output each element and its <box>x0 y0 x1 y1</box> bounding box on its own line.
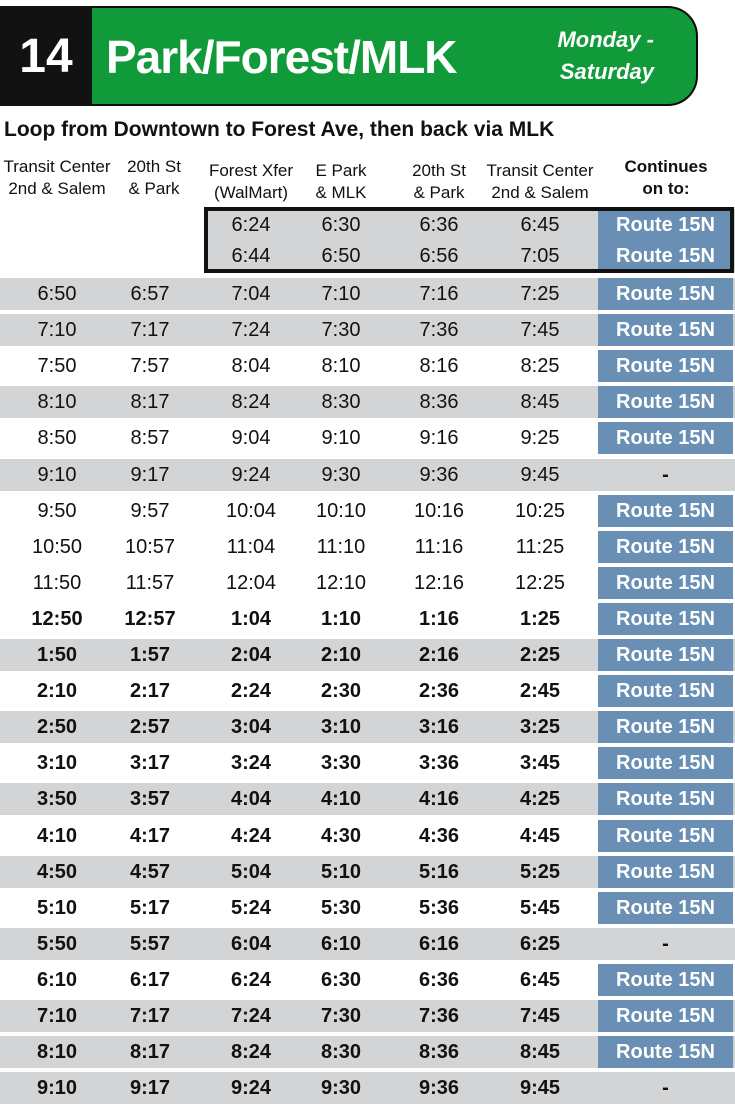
continues-route: Route 15N <box>598 639 733 671</box>
departure-time: 6:30 <box>321 214 361 236</box>
schedule-row <box>0 1072 735 1104</box>
departure-time: 11:57 <box>125 572 175 594</box>
departure-time: 2:25 <box>519 644 561 666</box>
departure-time: 9:45 <box>519 1077 561 1099</box>
departure-time: 3:10 <box>320 716 362 738</box>
schedule-row <box>0 603 735 635</box>
departure-time: 8:45 <box>520 391 560 413</box>
column-header-line: Forest Xfer <box>208 161 294 180</box>
departure-time: 7:45 <box>520 319 560 341</box>
departure-time: 4:04 <box>230 788 272 810</box>
departure-time: 11:10 <box>316 536 366 558</box>
schedule-row <box>0 1036 735 1068</box>
continues-route: Route 15N <box>598 278 733 310</box>
departure-time: 4:25 <box>519 788 561 810</box>
departure-time: 1:04 <box>230 608 272 630</box>
departure-time: 8:24 <box>231 391 271 413</box>
departure-time: 9:25 <box>520 427 560 449</box>
departure-time: 6:44 <box>231 245 271 267</box>
departure-time: 7:10 <box>37 319 77 341</box>
departure-time: 4:57 <box>129 861 171 883</box>
departure-time: 9:04 <box>231 427 271 449</box>
schedule-row <box>0 711 735 743</box>
column-header-line: 20th St <box>412 161 466 180</box>
departure-time: 11:25 <box>515 536 565 558</box>
departure-time: 9:10 <box>37 464 77 486</box>
route-description: Loop from Downtown to Forest Ave, then back via MLK <box>4 118 555 141</box>
departure-time: 11:16 <box>414 536 464 558</box>
column-header-line: Transit Center <box>3 157 111 176</box>
departure-time: 2:04 <box>230 644 272 666</box>
column-header-line: Transit Center <box>486 161 594 180</box>
departure-time: 7:30 <box>320 1005 362 1027</box>
departure-time: 4:50 <box>36 861 78 883</box>
departure-time: 4:30 <box>320 825 362 847</box>
departure-time: 3:25 <box>519 716 561 738</box>
departure-time: 12:57 <box>124 608 176 630</box>
schedule-row <box>0 747 735 779</box>
departure-time: 2:10 <box>36 680 78 702</box>
continues-route: Route 15N <box>598 531 733 563</box>
departure-time: 6:10 <box>36 969 78 991</box>
continues-route: - <box>662 464 669 486</box>
departure-time: 5:50 <box>36 933 78 955</box>
continues-route: Route 15N <box>598 350 733 382</box>
departure-time: 12:25 <box>514 572 566 594</box>
departure-time: 6:50 <box>321 245 361 267</box>
column-header-line: 20th St <box>127 157 181 176</box>
departure-time: 7:36 <box>418 1005 460 1027</box>
schedule-row <box>0 422 735 454</box>
departure-time: 1:50 <box>36 644 78 666</box>
departure-time: 9:16 <box>419 427 459 449</box>
continues-route: Route 15N <box>598 856 733 888</box>
schedule-row <box>0 531 735 563</box>
departure-time: 5:10 <box>36 897 78 919</box>
departure-time: 6:16 <box>418 933 460 955</box>
departure-time: 10:10 <box>315 500 367 522</box>
departure-time: 2:50 <box>36 716 78 738</box>
departure-time: 8:24 <box>230 1041 272 1063</box>
departure-time: 8:10 <box>36 1041 78 1063</box>
departure-time: 6:56 <box>419 245 459 267</box>
departure-time: 10:16 <box>413 500 465 522</box>
schedule-row <box>0 567 735 599</box>
continues-route: Route 15N <box>598 209 733 241</box>
schedule-row <box>204 240 735 272</box>
departure-time: 11:50 <box>32 572 82 594</box>
departure-time: 6:10 <box>320 933 362 955</box>
departure-time: 9:50 <box>37 500 77 522</box>
departure-time: 2:17 <box>129 680 171 702</box>
schedule-row <box>0 675 735 707</box>
schedule-row <box>0 928 735 960</box>
departure-time: 3:04 <box>230 716 272 738</box>
route-number: 14 <box>0 6 92 106</box>
continues-route: Route 15N <box>598 422 733 454</box>
continues-route: Route 15N <box>598 1036 733 1068</box>
departure-time: 9:30 <box>320 1077 362 1099</box>
departure-time: 5:45 <box>519 897 561 919</box>
departure-time: 7:36 <box>419 319 459 341</box>
departure-time: 5:17 <box>129 897 171 919</box>
departure-time: 7:50 <box>37 355 77 377</box>
column-header-line: E Park <box>315 161 367 180</box>
departure-time: 8:25 <box>520 355 560 377</box>
departure-time: 8:16 <box>419 355 459 377</box>
continues-route: Route 15N <box>598 783 733 815</box>
departure-time: 3:57 <box>129 788 171 810</box>
departure-time: 2:57 <box>129 716 171 738</box>
departure-time: 5:16 <box>418 861 460 883</box>
schedule-row <box>0 820 735 852</box>
departure-time: 11:04 <box>226 536 276 558</box>
schedule-row <box>0 350 735 382</box>
column-header-line: (WalMart) <box>214 183 288 202</box>
continues-route: Route 15N <box>598 820 733 852</box>
departure-time: 2:10 <box>320 644 362 666</box>
column-header-line: Continues <box>624 157 708 176</box>
service-days <box>557 24 654 88</box>
departure-time: 12:16 <box>413 572 465 594</box>
departure-time: 9:57 <box>130 500 170 522</box>
departure-time: 5:04 <box>230 861 272 883</box>
departure-time: 7:45 <box>519 1005 561 1027</box>
departure-time: 8:10 <box>37 391 77 413</box>
departure-time: 5:30 <box>320 897 362 919</box>
departure-time: 2:30 <box>320 680 362 702</box>
departure-time: 9:36 <box>419 464 459 486</box>
continues-route: Route 15N <box>598 603 733 635</box>
column-header-5 <box>478 160 602 204</box>
departure-time: 1:16 <box>418 608 460 630</box>
continues-route: Route 15N <box>598 240 733 272</box>
schedule-row <box>0 278 735 310</box>
departure-time: 9:24 <box>231 464 271 486</box>
departure-time: 7:30 <box>321 319 361 341</box>
departure-time: 3:30 <box>320 752 362 774</box>
departure-time: 9:17 <box>129 1077 171 1099</box>
departure-time: 6:50 <box>37 283 77 305</box>
schedule-row <box>0 314 735 346</box>
continues-route: Route 15N <box>598 495 733 527</box>
departure-time: 8:04 <box>231 355 271 377</box>
continues-route: Route 15N <box>598 964 733 996</box>
schedule-row <box>0 964 735 996</box>
continues-route: Route 15N <box>598 675 733 707</box>
departure-time: 6:24 <box>231 214 271 236</box>
column-header-line: 2nd & Salem <box>491 183 589 202</box>
departure-time: 4:16 <box>418 788 460 810</box>
departure-time: 7:16 <box>419 283 459 305</box>
departure-time: 2:45 <box>519 680 561 702</box>
departure-time: 3:16 <box>418 716 460 738</box>
route-header <box>0 0 700 108</box>
departure-time: 2:36 <box>418 680 460 702</box>
departure-time: 6:25 <box>519 933 561 955</box>
schedule-row <box>0 856 735 888</box>
departure-time: 6:17 <box>129 969 171 991</box>
service-days-line1: Monday - <box>557 27 654 52</box>
departure-time: 1:10 <box>320 608 362 630</box>
departure-time: 10:57 <box>124 536 176 558</box>
route-name: Park/Forest/MLK <box>106 31 457 83</box>
departure-time: 8:45 <box>519 1041 561 1063</box>
departure-time: 5:10 <box>320 861 362 883</box>
departure-time: 5:25 <box>519 861 561 883</box>
departure-time: 9:10 <box>321 427 361 449</box>
route-banner <box>92 6 698 106</box>
departure-time: 6:30 <box>320 969 362 991</box>
departure-time: 9:24 <box>230 1077 272 1099</box>
departure-time: 3:45 <box>519 752 561 774</box>
departure-time: 10:04 <box>225 500 277 522</box>
departure-time: 7:04 <box>231 283 271 305</box>
departure-time: 12:10 <box>315 572 367 594</box>
departure-time: 10:25 <box>514 500 566 522</box>
departure-time: 12:04 <box>225 572 277 594</box>
schedule-row <box>0 1000 735 1032</box>
continues-route: Route 15N <box>598 892 733 924</box>
departure-time: 9:45 <box>520 464 560 486</box>
departure-time: 12:50 <box>31 608 83 630</box>
schedule-row <box>0 495 735 527</box>
departure-time: 1:57 <box>129 644 171 666</box>
departure-time: 6:45 <box>519 969 561 991</box>
departure-time: 7:10 <box>36 1005 78 1027</box>
departure-time: 3:10 <box>36 752 78 774</box>
column-header-6 <box>604 156 728 200</box>
column-header-line: on to: <box>642 179 690 198</box>
departure-time: 8:50 <box>37 427 77 449</box>
continues-route: Route 15N <box>598 567 733 599</box>
departure-time: 4:45 <box>519 825 561 847</box>
continues-route: Route 15N <box>598 386 733 418</box>
departure-time: 5:57 <box>129 933 171 955</box>
column-header-line: & Park <box>413 183 465 202</box>
departure-time: 8:10 <box>321 355 361 377</box>
departure-time: 3:36 <box>418 752 460 774</box>
departure-time: 7:24 <box>231 319 271 341</box>
continues-route: - <box>662 1077 669 1099</box>
departure-time: 4:24 <box>230 825 272 847</box>
continues-route: Route 15N <box>598 1000 733 1032</box>
schedule-row <box>0 386 735 418</box>
departure-time: 2:16 <box>418 644 460 666</box>
departure-time: 7:17 <box>130 319 170 341</box>
departure-time: 7:17 <box>129 1005 171 1027</box>
departure-time: 1:25 <box>519 608 561 630</box>
departure-time: 6:57 <box>130 283 170 305</box>
departure-time: 6:04 <box>230 933 272 955</box>
departure-time: 7:24 <box>230 1005 272 1027</box>
departure-time: 3:24 <box>230 752 272 774</box>
schedule-row <box>204 209 735 241</box>
schedule-row <box>0 783 735 815</box>
departure-time: 8:36 <box>418 1041 460 1063</box>
departure-time: 4:17 <box>129 825 171 847</box>
schedule-row <box>0 639 735 671</box>
departure-time: 8:30 <box>320 1041 362 1063</box>
departure-time: 8:17 <box>129 1041 171 1063</box>
departure-time: 5:36 <box>418 897 460 919</box>
departure-time: 2:24 <box>230 680 272 702</box>
departure-time: 8:57 <box>130 427 170 449</box>
departure-time: 8:30 <box>321 391 361 413</box>
departure-time: 6:45 <box>520 214 560 236</box>
continues-route: - <box>662 933 669 955</box>
continues-route: Route 15N <box>598 314 733 346</box>
departure-time: 4:36 <box>418 825 460 847</box>
departure-time: 5:24 <box>230 897 272 919</box>
continues-route: Route 15N <box>598 747 733 779</box>
departure-time: 7:25 <box>520 283 560 305</box>
departure-time: 9:10 <box>36 1077 78 1099</box>
departure-time: 6:24 <box>230 969 272 991</box>
schedule-row <box>0 892 735 924</box>
column-header-line: & Park <box>128 179 180 198</box>
departure-time: 10:50 <box>31 536 83 558</box>
departure-time: 8:36 <box>419 391 459 413</box>
departure-time: 7:57 <box>130 355 170 377</box>
departure-time: 9:30 <box>321 464 361 486</box>
departure-time: 9:36 <box>418 1077 460 1099</box>
continues-route: Route 15N <box>598 711 733 743</box>
service-days-line2: Saturday <box>559 59 654 84</box>
departure-time: 8:17 <box>130 391 170 413</box>
departure-time: 4:10 <box>320 788 362 810</box>
departure-time: 6:36 <box>418 969 460 991</box>
departure-time: 7:05 <box>520 245 560 267</box>
schedule-row <box>0 459 735 491</box>
departure-time: 7:10 <box>321 283 361 305</box>
column-header-line: 2nd & Salem <box>8 179 106 198</box>
departure-time: 4:10 <box>36 825 78 847</box>
column-header-line: & MLK <box>315 183 367 202</box>
departure-time: 3:50 <box>36 788 78 810</box>
departure-time: 9:17 <box>130 464 170 486</box>
departure-time: 3:17 <box>129 752 171 774</box>
departure-time: 6:36 <box>419 214 459 236</box>
